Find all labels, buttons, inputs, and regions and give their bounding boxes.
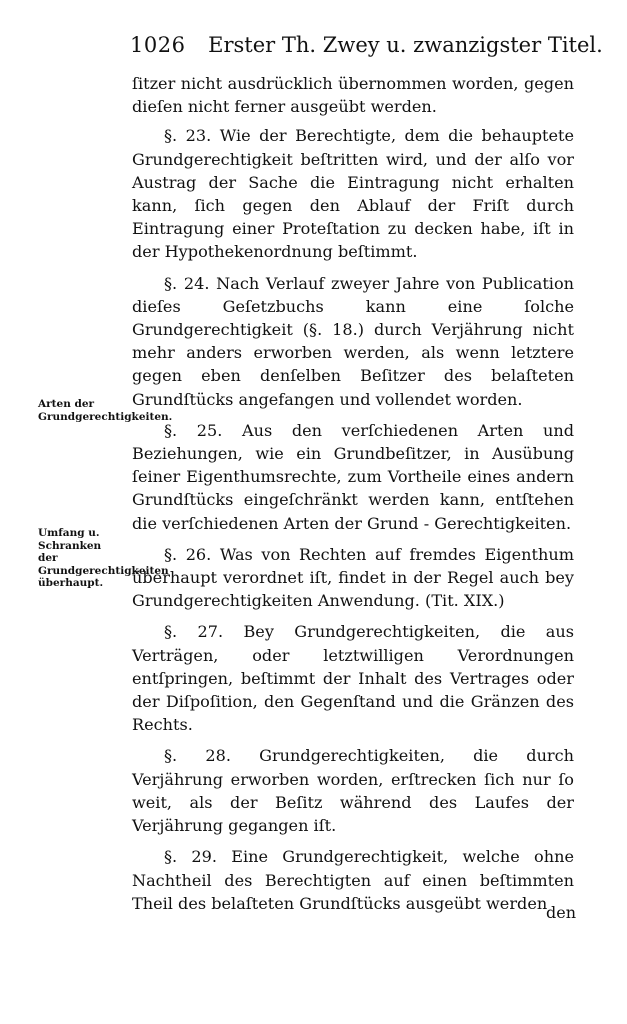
paragraph-26: §. 26. Was von Rechten auf fremdes Eigenthum überhaupt verordnet iſt, findet in der Regel auch bey Grundgerechtigkeiten Anwendung. (Tit. XIX.) bbox=[132, 544, 574, 611]
paragraph-continuation: ſitzer nicht ausdrücklich übernommen worden, gegen dieſen nicht ferner ausgeübt werden. bbox=[132, 74, 574, 117]
paragraph-27: §. 27. Bey Grundgerechtigkeiten, die aus Verträgen, oder letztwilligen Verordnungen entſpringen, beſtimmt der Inhalt des Vertrages oder der Diſpoſition, den Gegenſtand und die Gränzen des Rechts. bbox=[132, 622, 574, 735]
paragraph-29: §. 29. Eine Grundgerechtigkeit, welche ohne Nachtheil des Berechtigten auf einen beſtimmten Theil des belaſteten Grundſtücks ausgeübt werden bbox=[132, 847, 574, 913]
main-text bbox=[132, 72, 574, 923]
page-number: 1026 bbox=[130, 33, 186, 57]
paragraph-23: §. 23. Wie der Berechtigte, dem die behauptete Grundgerechtigkeit beſtritten wird, und der alſo vor Austrag der Sache die Eintragung nicht erhalten kann, ſich gegen den Ablauf der Friſt durch Eintragung einer Proteſtation zu decken habe, iſt in der Hypothekenordnung beſtimmt. bbox=[132, 126, 574, 262]
marginal-note-arten: Arten der Grundgerechtigkeiten. bbox=[38, 398, 173, 423]
running-title: Erster Th. Zwey u. zwanzigster Titel. bbox=[208, 33, 603, 57]
paragraph-28: §. 28. Grundgerechtigkeiten, die durch Verjährung erworben worden, erſtrecken ſich nur ſo weit, als der Beſitz während des Laufes der Verjährung gegangen iſt. bbox=[132, 746, 574, 836]
marginal-note-umfang: Umfang u. Schranken der Grundgerechtigkeiten überhaupt. bbox=[38, 527, 169, 589]
page-header bbox=[130, 28, 603, 62]
paragraph-25: §. 25. Aus den verſchiedenen Arten und Beziehungen, wie ein Grundbeſitzer, in Ausübung ſeiner Eigenthumsrechte, zum Vortheile eines andern Grundſtücks eingeſchränkt werden kann, entſtehen die verſchiedenen Arten der Grund - Gerechtigkeiten. bbox=[132, 420, 574, 533]
paragraph-24: §. 24. Nach Verlauf zweyer Jahre von Publication dieſes Geſetzbuchs kann eine ſolche Grundgerechtigkeit (§. 18.) durch Verjährung nicht mehr anders erworben werden, als wenn letztere gegen eben denſelben Beſitzer des belaſteten Grundſtücks angefangen und vollendet worden. bbox=[132, 273, 574, 409]
catchword: den bbox=[545, 903, 576, 922]
